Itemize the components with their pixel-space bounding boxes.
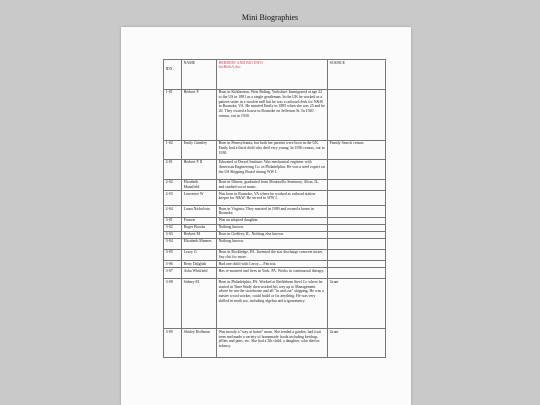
table-row bbox=[164, 140, 386, 159]
row-source bbox=[328, 179, 386, 191]
row-bio: Born in Godfrey, IL. Nothing else known. bbox=[217, 231, 328, 238]
biography-table bbox=[163, 59, 386, 358]
table-row bbox=[164, 249, 386, 261]
table-row bbox=[164, 329, 386, 358]
row-idx: 1-01 bbox=[164, 89, 182, 140]
row-bio: Nothing known. bbox=[217, 238, 328, 249]
row-source bbox=[328, 224, 386, 231]
row-name: Herbert M bbox=[182, 231, 217, 238]
table-row bbox=[164, 159, 386, 179]
table-row bbox=[164, 279, 386, 329]
row-idx: 2-01 bbox=[164, 159, 182, 179]
row-bio: Born in Philadelphia, PA. Worked at Bethlehem Steel Co where he started in Time Study then worked his way up to Management where he ran the storehouse and all "in and out" shipping. He was a master wood worker, could build or fix anything. He was very skilled in math too, including algebra and trigonometry. bbox=[217, 279, 328, 329]
table-row bbox=[164, 261, 386, 268]
row-idx: 3-03 bbox=[164, 231, 182, 238]
row-source: Grant bbox=[328, 279, 386, 329]
row-bio: Born in Virginia. They married in 1909 and owned a home in Roanoke. bbox=[217, 206, 328, 218]
row-idx: 3-07 bbox=[164, 268, 182, 279]
table-header-row bbox=[164, 60, 386, 90]
row-bio: Was mostly a "stay at home" mom. She tended a garden, had fruit trees and made a variety of homemade foods including ketchup, jellies and jams, etc. She had a 5th child, a daughter, who died in infancy. bbox=[217, 329, 328, 358]
table-row bbox=[164, 191, 386, 206]
row-idx: 2-03 bbox=[164, 191, 182, 206]
row-bio: Was an adopted daughter. bbox=[217, 217, 328, 224]
header-source: SOURCE bbox=[328, 60, 386, 90]
row-name: Lawrence W bbox=[182, 191, 217, 206]
table-row bbox=[164, 238, 386, 249]
table-row bbox=[164, 231, 386, 238]
row-idx: 1-02 bbox=[164, 140, 182, 159]
table-row bbox=[164, 89, 386, 140]
row-bio: Nothing known. bbox=[217, 224, 328, 231]
row-bio: Born in Rockledge, PA. Invented the star discharge concrete mixer. Say chit for more. bbox=[217, 249, 328, 261]
row-name: Herbert F bbox=[182, 89, 217, 140]
row-name: Elizabeth Mannes bbox=[182, 238, 217, 249]
row-source: Grant bbox=[328, 329, 386, 358]
row-source bbox=[328, 89, 386, 140]
header-bio-title: HERBERT AND BIO INFO bbox=[218, 60, 263, 65]
row-source bbox=[328, 206, 386, 218]
row-idx: 2-04 bbox=[164, 206, 182, 218]
header-name: NAME bbox=[182, 60, 217, 90]
row-source bbox=[328, 249, 386, 261]
table-row bbox=[164, 224, 386, 231]
row-bio: Has re-married and lives in York, PA. Works in continuosal therapy. bbox=[217, 268, 328, 279]
row-source bbox=[328, 159, 386, 179]
header-idx: IDX bbox=[164, 60, 182, 90]
row-idx: 3-04 bbox=[164, 238, 182, 249]
row-source bbox=[328, 268, 386, 279]
row-name: Laura Nicholson bbox=[182, 206, 217, 218]
row-name: Betty Dalglish bbox=[182, 261, 217, 268]
row-source bbox=[328, 261, 386, 268]
row-name: Leroy G bbox=[182, 249, 217, 261]
row-bio: Educated at Drexel Institute. Was mechanical engineer with American Engineering Co. in Philadelphia. He was a steel expert on the US Shipping Board during WW I. bbox=[217, 159, 328, 179]
row-bio: Born in Pennsylvania, but both her parents were born in the UK. Emily had a third child who died very young. In 1930 census, out in 1930. bbox=[217, 140, 328, 159]
row-idx: 3-06 bbox=[164, 261, 182, 268]
row-idx: 3-09 bbox=[164, 329, 182, 358]
row-source bbox=[328, 238, 386, 249]
header-bio-file: bioHerbA.doc bbox=[218, 65, 241, 70]
header-bio bbox=[217, 60, 328, 90]
row-source bbox=[328, 191, 386, 206]
table-row bbox=[164, 179, 386, 191]
row-source bbox=[328, 217, 386, 224]
row-idx: 3-01 bbox=[164, 217, 182, 224]
row-source: Family Search census bbox=[328, 140, 386, 159]
row-name: Francie bbox=[182, 217, 217, 224]
row-idx: 3-05 bbox=[164, 249, 182, 261]
table-row bbox=[164, 268, 386, 279]
row-bio: Was born in Roanoke, VA where he worked as railroad station keeper for N&W. He served in WW I. bbox=[217, 191, 328, 206]
row-bio: Born in Kirkheaton, West Riding, Yorkshire. Immigrated at age 22 to the US in 1881 as a single gentleman. In the UK he worked as a pattern setter in a woolen mill but he was a railroad clerk for N&W in Roanoke, VA. He married Emily in 1885 when she was 25 and he 26. They owned a house in Roanoke on Jefferson St. In 1920 census, out in 1930. bbox=[217, 89, 328, 140]
row-bio: Born in Illinois, graduated from Monticello Seminary, Alton, IL, and studied vocal music. bbox=[217, 179, 328, 191]
row-source bbox=[328, 231, 386, 238]
row-bio: Had one child with Leroy— Patricia. bbox=[217, 261, 328, 268]
row-idx: 3-02 bbox=[164, 224, 182, 231]
document-title: Mini Biographies bbox=[241, 13, 299, 22]
table-row bbox=[164, 217, 386, 224]
row-name: Asha Whitfield bbox=[182, 268, 217, 279]
row-name: Shirley Hoffman bbox=[182, 329, 217, 358]
row-idx: 3-08 bbox=[164, 279, 182, 329]
row-name: Sidney M bbox=[182, 279, 217, 329]
row-name: Elizabeth Mansfield bbox=[182, 179, 217, 191]
row-name: Roger Brooks bbox=[182, 224, 217, 231]
row-name: Emily Grimley bbox=[182, 140, 217, 159]
row-name: Herbert F II bbox=[182, 159, 217, 179]
document-page bbox=[121, 27, 411, 405]
table-row bbox=[164, 206, 386, 218]
row-idx: 2-02 bbox=[164, 179, 182, 191]
